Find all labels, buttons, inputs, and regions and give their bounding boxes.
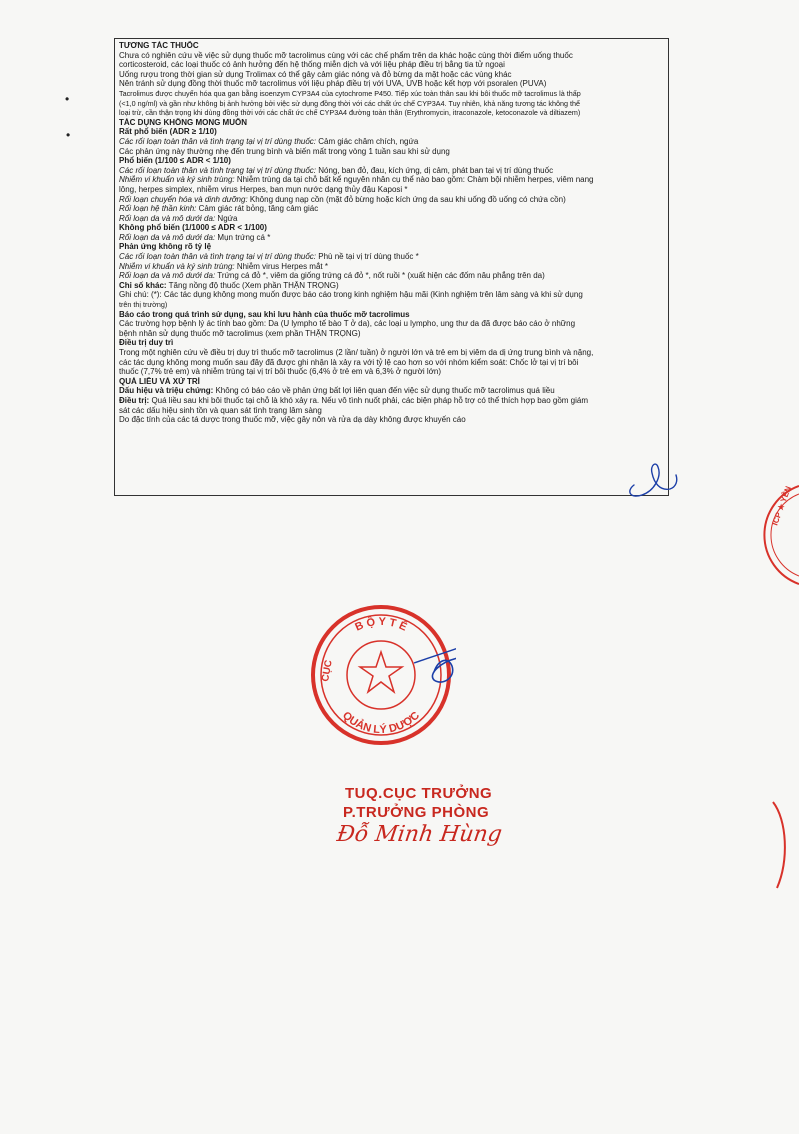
line-rest: Mụn trứng cá *	[215, 232, 271, 242]
text-line: bệnh nhân sử dụng thuốc mỡ tacrolimus (xem phần THẬN TRỌNG)	[119, 328, 361, 338]
line-lead: Nhiễm vi khuẩn và ký sinh trùng:	[119, 261, 235, 271]
line-rest: Phù nề tại vị trí dùng thuốc *	[316, 252, 419, 262]
text-line: Các trường hợp bệnh lý ác tính bao gồm: Da (U lympho tế bào T ở da), các loại u lympho, ung thư da đã được báo cáo ở những	[119, 319, 576, 329]
line-rest: Quá liều sau khi bôi thuốc tại chỗ là khó xảy ra. Nếu vô tình nuốt phải, các biện pháp hỗ trợ có thể thích hợp bao gồm giám	[149, 395, 588, 405]
subsection-heading: Báo cáo trong quá trình sử dụng, sau khi lưu hành của thuốc mỡ tacrolimus	[119, 309, 410, 319]
line-rest: Ngứa	[215, 213, 238, 223]
text-line: corticosteroid, các loại thuốc có ảnh hưởng đến hệ thống miễn dịch và với liệu pháp điều trị bằng tia tử ngoại	[119, 60, 505, 70]
document-text-box	[114, 38, 669, 496]
text-line	[119, 386, 664, 396]
text-line	[119, 166, 664, 176]
subsection-heading: Không phổ biến (1/1000 ≤ ADR < 1/100)	[119, 223, 267, 233]
official-seal	[306, 600, 456, 750]
line-rest: Nóng, ban đỏ, đau, kích ứng, dị cảm, phát ban tại vị trí dùng thuốc	[316, 165, 554, 175]
seal-top-text: B Ộ Y T Ế	[353, 615, 409, 634]
line-rest: Không có báo cáo về phản ứng bất lợi liên quan đến việc sử dụng thuốc mỡ tacrolimus quá liều	[213, 386, 555, 396]
text-line: sát các dấu hiệu sinh tồn và quan sát tình trạng lâm sàng	[119, 405, 322, 415]
line-lead: Nhiễm vi khuẩn và ký sinh trùng:	[119, 175, 235, 185]
text-line	[119, 252, 664, 262]
line-lead: Điều trị:	[119, 395, 150, 405]
text-line: Nên tránh sử dụng đồng thời thuốc mỡ tacrolimus với liệu pháp điều trị với UVA, UVB hoặc kết hợp với psoralen (PUVA)	[119, 79, 547, 89]
subsection-heading: Rất phổ biến (ADR ≥ 1/10)	[119, 127, 217, 137]
line-lead: Chỉ số khác:	[119, 280, 167, 290]
initial-scribble	[620, 455, 680, 500]
line-lead: Rối loạn da và mô dưới da:	[119, 271, 216, 281]
line-rest: Cảm giác rát bỏng, tăng cảm giác	[196, 204, 319, 214]
line-lead: Các rối loạn toàn thân và tình trạng tại vị trí dùng thuốc:	[119, 165, 317, 175]
text-line	[119, 262, 664, 272]
signature-title-2: P.TRƯỞNG PHÒNG	[343, 804, 490, 821]
line-lead: Rối loạn da và mô dưới da:	[119, 232, 216, 242]
seal-bottom-text: QUẢN LÝ DƯỢC	[340, 709, 422, 737]
edge-red-arc	[769, 800, 799, 890]
signatory-name: Đỗ Minh Hùng	[335, 822, 504, 847]
text-line	[119, 195, 664, 205]
text-line: Uống rượu trong thời gian sử dụng Trolimax có thể gây cảm giác nóng và đỏ bừng da mặt hoặc các vùng khác	[119, 69, 512, 79]
text-line: trên thị trường)	[119, 300, 168, 310]
line-rest: Tăng nồng độ thuốc (Xem phần THẬN TRỌNG)	[166, 280, 339, 290]
line-lead: Rối loạn da và mô dưới da:	[119, 213, 216, 223]
text-line: lông, herpes simplex, nhiễm virus Herpes, ban mụn nước dạng thủy đậu Kaposi *	[119, 184, 408, 194]
line-lead: Rối loạn hệ thần kinh:	[119, 204, 197, 214]
section-heading: TÁC DỤNG KHÔNG MONG MUỐN	[119, 117, 247, 127]
text-line: Ghi chú: (*): Các tác dụng không mong muốn được báo cáo trong kinh nghiệm hậu mãi (Kinh nghiệm trên lâm sàng và khi sử dụng	[119, 290, 583, 300]
svg-text:QUẢN LÝ DƯỢC	[340, 710, 422, 737]
line-lead: Các rối loạn toàn thân và tình trạng tại vị trí dùng thuốc:	[119, 252, 317, 262]
text-line	[119, 137, 664, 147]
text-line	[119, 271, 664, 281]
text-line: Chưa có nghiên cứu về việc sử dụng thuốc mỡ tacrolimus cùng với các chế phẩm trên da khác hoặc cùng thời điểm uống thuốc	[119, 50, 573, 60]
seal-left-text: CỤC	[320, 659, 335, 683]
text-line: Trong một nghiên cứu về điều trị duy trì thuốc mỡ tacrolimus (2 lần/ tuần) ở người lớn và trẻ em bị viêm da dị ứng trung bình và nặng,	[119, 348, 594, 357]
line-lead: Dấu hiệu và triệu chứng:	[119, 386, 214, 396]
line-lead: Các rối loạn toàn thân và tình trạng tại vị trí dùng thuốc:	[119, 136, 317, 146]
line-rest: Cảm giác châm chích, ngứa	[316, 136, 419, 146]
margin-mark-2: •	[66, 128, 71, 142]
edge-stamp-text: ICP ★ YÊN	[770, 484, 793, 527]
section-heading: TƯƠNG TÁC THUỐC	[119, 41, 199, 50]
text-line: Do đặc tính của các tá dược trong thuốc mỡ, việc gây nôn và rửa dạ dày không được khuyến cáo	[119, 415, 466, 425]
text-line	[119, 396, 664, 406]
text-line	[119, 281, 664, 291]
text-line: thuốc (7,7% trẻ em) và nhiễm trùng tại vị trí bôi thuốc (6,4% ở trẻ em và 6,3% ở người lớn)	[119, 367, 442, 377]
text-line: các tác dụng không mong muốn sau đây đã được ghi nhận là xảy ra với tỷ lệ cao hơn so với nhóm kiểm soát: Chốc lở tại vị trí bôi	[119, 357, 579, 367]
text-line	[119, 214, 664, 224]
line-rest: Nhiễm trùng da tại chỗ bất kể nguyên nhân cụ thể nào bao gồm: Chàm bội nhiễm herpes, viêm nang	[234, 175, 594, 185]
subsection-heading: Phản ứng không rõ tỷ lệ	[119, 242, 212, 252]
signature-title-1: TUQ.CỤC TRƯỞNG	[345, 785, 493, 802]
subsection-heading: Điều trị duy trì	[119, 338, 174, 348]
section-heading: QUÁ LIỀU VÀ XỬ TRÍ	[119, 376, 200, 386]
margin-mark-1: •	[65, 92, 70, 106]
line-rest: Không dung nạp cồn (mặt đỏ bừng hoặc kích ứng da sau khi uống đồ uống có chứa cồn)	[247, 194, 566, 204]
edge-stamp	[759, 480, 799, 590]
line-rest: Trứng cá đỏ *, viêm da giống trứng cá đỏ *, nốt ruồi * (xuất hiện các đốm nâu phẳng trên da)	[215, 271, 545, 281]
subsection-heading: Phổ biến (1/100 ≤ ADR < 1/10)	[119, 156, 231, 166]
text-line: loại trừ, cần thận trọng khi dùng đồng thời với các chất ức chế CYP3A4 đường toàn thân (Erythromycin, itraconazole, ketoconazole và diltiazem)	[119, 108, 581, 118]
text-line	[119, 204, 664, 214]
line-lead: Rối loạn chuyển hóa và dinh dưỡng:	[119, 194, 248, 204]
text-line	[119, 175, 664, 185]
text-line: Các phản ứng này thường nhẹ đến trung bình và biến mất trong vòng 1 tuần sau khi sử dụng	[119, 146, 450, 156]
line-rest: Nhiễm virus Herpes mắt *	[234, 261, 328, 271]
text-line: (<1,0 ng/ml) và gần như không bị ảnh hưởng bởi việc sử dụng đồng thời với các chất ức chế CYP3A4. Tuy nhiên, khả năng tương tác không thể	[119, 98, 580, 108]
text-line: Tacrolimus được chuyển hóa qua gan bằng isoenzym CYP3A4 của cytochrome P450. Tiếp xúc toàn thân sau khi bôi thuốc mỡ tacrolimus là thấp	[119, 88, 581, 98]
signature-block	[335, 784, 555, 848]
text-line	[119, 233, 664, 243]
